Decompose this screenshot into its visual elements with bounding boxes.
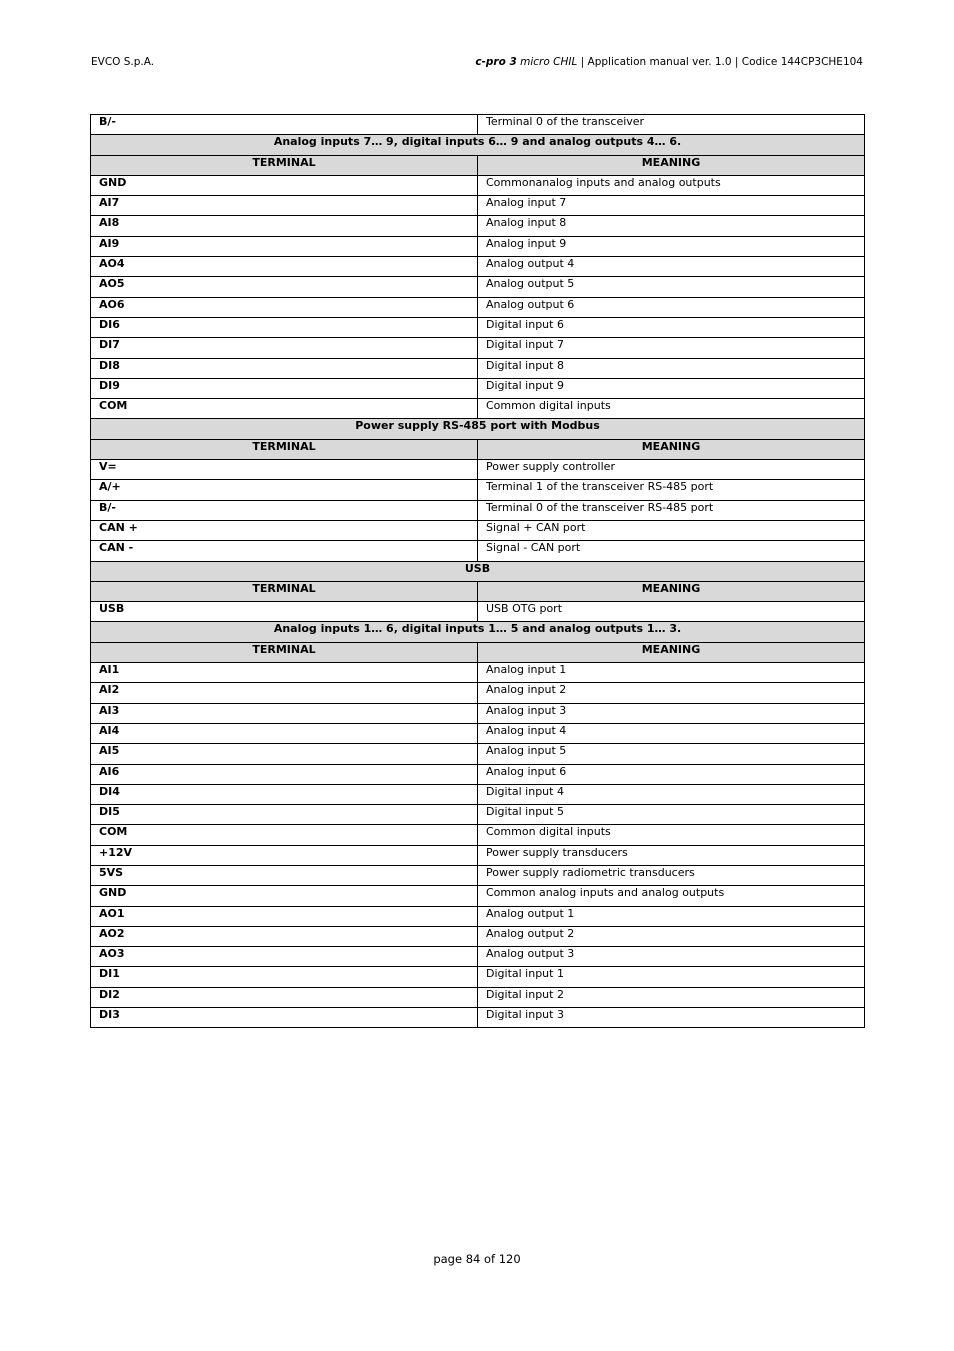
table-row [91, 196, 865, 216]
meaning-cell: Power supply radiometric transducers [478, 865, 865, 885]
table-row [91, 257, 865, 277]
table-row [91, 723, 865, 743]
table-row [91, 703, 865, 723]
meaning-cell: Digital input 7 [478, 338, 865, 358]
terminal-cell: AI6 [91, 764, 478, 784]
terminal-cell: AI8 [91, 216, 478, 236]
terminal-cell: DI4 [91, 784, 478, 804]
terminal-cell: AI2 [91, 683, 478, 703]
section-header-row [91, 561, 865, 581]
table-row [91, 399, 865, 419]
meaning-cell: Analog input 3 [478, 703, 865, 723]
terminal-cell: COM [91, 399, 478, 419]
table-row [91, 845, 865, 865]
meaning-cell: Analog output 1 [478, 906, 865, 926]
terminal-cell: COM [91, 825, 478, 845]
section-title: Analog inputs 1… 6, digital inputs 1… 5 and analog outputs 1… 3. [91, 622, 865, 642]
meaning-cell: Analog output 2 [478, 926, 865, 946]
table-row [91, 602, 865, 622]
table-row [91, 277, 865, 297]
header-model: micro CHIL [520, 56, 578, 68]
terminal-cell: DI5 [91, 805, 478, 825]
terminal-cell: DI1 [91, 967, 478, 987]
meaning-cell: Analog input 9 [478, 236, 865, 256]
meaning-cell: Digital input 3 [478, 1008, 865, 1028]
table-row [91, 216, 865, 236]
terminal-cell: CAN - [91, 541, 478, 561]
terminal-cell: +12V [91, 845, 478, 865]
table-row [91, 460, 865, 480]
table-row [91, 236, 865, 256]
table-row [91, 967, 865, 987]
terminal-cell: AI7 [91, 196, 478, 216]
terminal-cell: B/- [91, 115, 478, 135]
table-row [91, 338, 865, 358]
meaning-cell: Signal + CAN port [478, 520, 865, 540]
section-title: Analog inputs 7… 9, digital inputs 6… 9 and analog outputs 4… 6. [91, 135, 865, 155]
header-document-info [475, 56, 863, 68]
terminal-cell: DI2 [91, 987, 478, 1007]
terminal-cell: AI1 [91, 663, 478, 683]
terminal-cell: 5VS [91, 865, 478, 885]
column-header-meaning: MEANING [478, 642, 865, 662]
table-row [91, 764, 865, 784]
meaning-cell: Analog input 1 [478, 663, 865, 683]
meaning-cell: Common digital inputs [478, 825, 865, 845]
section-header-row [91, 419, 865, 439]
column-header-meaning: MEANING [478, 155, 865, 175]
table-row [91, 744, 865, 764]
column-header-terminal: TERMINAL [91, 439, 478, 459]
table-row [91, 805, 865, 825]
table-row [91, 1008, 865, 1028]
column-header-row [91, 581, 865, 601]
terminal-cell: V= [91, 460, 478, 480]
terminal-cell: USB [91, 602, 478, 622]
column-header-terminal: TERMINAL [91, 642, 478, 662]
column-header-meaning: MEANING [478, 581, 865, 601]
table-row [91, 297, 865, 317]
header-manual-info: | Application manual ver. 1.0 | Codice 144CP3CHE104 [577, 56, 863, 68]
meaning-cell: Power supply transducers [478, 845, 865, 865]
table-row [91, 541, 865, 561]
table-row [91, 115, 865, 135]
terminal-cell: AO3 [91, 947, 478, 967]
terminal-cell: AO4 [91, 257, 478, 277]
table-row [91, 886, 865, 906]
section-header-row [91, 622, 865, 642]
meaning-cell: Power supply controller [478, 460, 865, 480]
column-header-terminal: TERMINAL [91, 155, 478, 175]
meaning-cell: Terminal 1 of the transceiver RS-485 port [478, 480, 865, 500]
table-row [91, 947, 865, 967]
terminal-cell: AO1 [91, 906, 478, 926]
terminal-cell: AI3 [91, 703, 478, 723]
terminal-cell: B/- [91, 500, 478, 520]
meaning-cell: USB OTG port [478, 602, 865, 622]
terminal-cell: GND [91, 886, 478, 906]
meaning-cell: Terminal 0 of the transceiver [478, 115, 865, 135]
column-header-terminal: TERMINAL [91, 581, 478, 601]
terminal-cell: A/+ [91, 480, 478, 500]
terminal-table-body [91, 115, 865, 1028]
header-product: c-pro 3 [475, 56, 517, 68]
meaning-cell: Digital input 4 [478, 784, 865, 804]
meaning-cell: Common analog inputs and analog outputs [478, 886, 865, 906]
table-row [91, 825, 865, 845]
meaning-cell: Signal - CAN port [478, 541, 865, 561]
meaning-cell: Digital input 9 [478, 378, 865, 398]
column-header-row [91, 439, 865, 459]
terminal-cell: DI7 [91, 338, 478, 358]
terminal-cell: AO5 [91, 277, 478, 297]
terminal-table [90, 114, 865, 1028]
meaning-cell: Commonanalog inputs and analog outputs [478, 175, 865, 195]
column-header-row [91, 155, 865, 175]
table-row [91, 520, 865, 540]
meaning-cell: Analog output 5 [478, 277, 865, 297]
meaning-cell: Common digital inputs [478, 399, 865, 419]
meaning-cell: Analog input 7 [478, 196, 865, 216]
header-company: EVCO S.p.A. [91, 56, 155, 68]
meaning-cell: Digital input 8 [478, 358, 865, 378]
terminal-cell: AO2 [91, 926, 478, 946]
terminal-cell: AI5 [91, 744, 478, 764]
meaning-cell: Digital input 2 [478, 987, 865, 1007]
table-row [91, 865, 865, 885]
table-row [91, 175, 865, 195]
table-row [91, 317, 865, 337]
terminal-cell: DI8 [91, 358, 478, 378]
meaning-cell: Digital input 5 [478, 805, 865, 825]
table-row [91, 926, 865, 946]
meaning-cell: Analog output 6 [478, 297, 865, 317]
terminal-cell: DI6 [91, 317, 478, 337]
section-header-row [91, 135, 865, 155]
meaning-cell: Terminal 0 of the transceiver RS-485 port [478, 500, 865, 520]
table-row [91, 500, 865, 520]
meaning-cell: Analog input 5 [478, 744, 865, 764]
terminal-cell: GND [91, 175, 478, 195]
table-row [91, 683, 865, 703]
column-header-meaning: MEANING [478, 439, 865, 459]
meaning-cell: Analog output 4 [478, 257, 865, 277]
terminal-cell: AO6 [91, 297, 478, 317]
column-header-row [91, 642, 865, 662]
meaning-cell: Analog output 3 [478, 947, 865, 967]
meaning-cell: Analog input 8 [478, 216, 865, 236]
table-row [91, 480, 865, 500]
table-row [91, 906, 865, 926]
section-title: Power supply RS-485 port with Modbus [91, 419, 865, 439]
terminal-cell: DI9 [91, 378, 478, 398]
meaning-cell: Digital input 1 [478, 967, 865, 987]
meaning-cell: Analog input 4 [478, 723, 865, 743]
terminal-cell: AI4 [91, 723, 478, 743]
table-row [91, 784, 865, 804]
table-row [91, 378, 865, 398]
meaning-cell: Digital input 6 [478, 317, 865, 337]
meaning-cell: Analog input 6 [478, 764, 865, 784]
table-row [91, 987, 865, 1007]
terminal-cell: DI3 [91, 1008, 478, 1028]
section-title: USB [91, 561, 865, 581]
page-number: page 84 of 120 [433, 1252, 521, 1266]
table-row [91, 663, 865, 683]
meaning-cell: Analog input 2 [478, 683, 865, 703]
terminal-cell: CAN + [91, 520, 478, 540]
terminal-cell: AI9 [91, 236, 478, 256]
table-row [91, 358, 865, 378]
